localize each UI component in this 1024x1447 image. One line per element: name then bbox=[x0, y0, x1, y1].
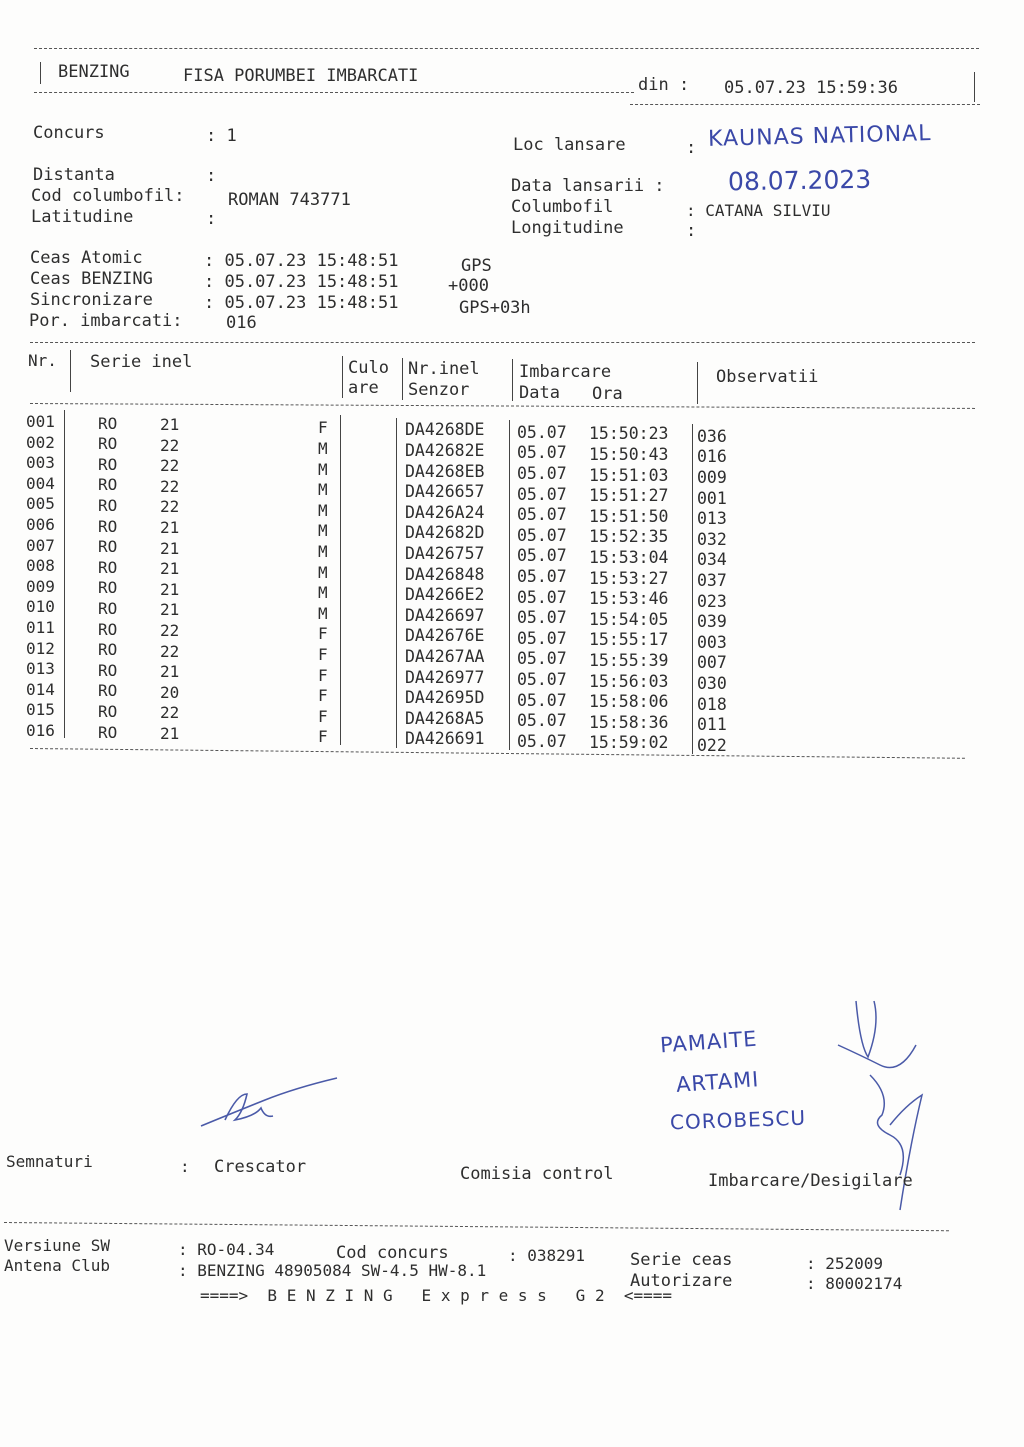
top-divider bbox=[34, 48, 979, 49]
cell-country: RO bbox=[98, 495, 118, 515]
cell-obs: 039 bbox=[697, 612, 727, 632]
cell-country: RO bbox=[98, 598, 118, 618]
cell-date: 05.07 bbox=[517, 649, 567, 669]
cell-obs: 003 bbox=[697, 632, 727, 652]
cell-obs: 032 bbox=[697, 529, 727, 549]
col-header-culoare-1: Culo bbox=[348, 358, 389, 378]
antena-club-value: : BENZING 48905084 SW-4.5 HW-8.1 bbox=[178, 1261, 487, 1280]
cell-time: 15:51:27 bbox=[589, 486, 669, 506]
cell-sex: F bbox=[318, 686, 328, 706]
versiune-sw-label: Versiune SW bbox=[4, 1236, 110, 1255]
cell-time: 15:58:06 bbox=[589, 692, 669, 712]
cell-country: RO bbox=[98, 619, 118, 639]
concurs-value: : 1 bbox=[206, 126, 237, 146]
cell-nr: 010 bbox=[26, 597, 55, 617]
cell-nr: 006 bbox=[26, 515, 55, 534]
cell-sensor: DA4268EB bbox=[405, 461, 485, 481]
col-separator bbox=[697, 362, 698, 404]
cell-year: 22 bbox=[160, 456, 180, 476]
cell-obs: 013 bbox=[697, 509, 727, 529]
commission-name-3: COROBESCU bbox=[669, 1105, 807, 1135]
cell-nr: 009 bbox=[26, 576, 55, 596]
ceas-benzing-suffix: +000 bbox=[448, 276, 489, 296]
header-divider bbox=[34, 92, 634, 93]
cell-time: 15:56:03 bbox=[589, 671, 669, 691]
cell-sex: F bbox=[318, 624, 328, 644]
cell-date: 05.07 bbox=[517, 628, 567, 648]
print-date-label: din : bbox=[638, 75, 690, 95]
cell-country: RO bbox=[98, 475, 118, 495]
cell-sensor: DA42695D bbox=[405, 688, 485, 708]
brand: BENZING bbox=[58, 62, 130, 82]
cod-columbofil-value: ROMAN 743771 bbox=[228, 190, 351, 210]
cell-date: 05.07 bbox=[517, 711, 567, 731]
cell-obs: 036 bbox=[697, 426, 727, 446]
cell-year: 21 bbox=[160, 538, 180, 558]
cell-country: RO bbox=[98, 537, 118, 557]
cell-time: 15:53:04 bbox=[589, 547, 669, 567]
cell-sensor: DA42676E bbox=[405, 626, 485, 646]
cell-date: 05.07 bbox=[517, 484, 567, 504]
cell-sensor: DA426657 bbox=[405, 482, 485, 502]
cell-sex: F bbox=[318, 727, 328, 747]
footer-divider bbox=[4, 1222, 949, 1231]
cell-time: 15:55:39 bbox=[589, 650, 669, 670]
cell-obs: 037 bbox=[697, 570, 727, 590]
cell-sensor: DA4266E2 bbox=[405, 585, 485, 605]
cell-country: RO bbox=[98, 516, 118, 536]
concurs-label: Concurs bbox=[33, 123, 105, 143]
print-date-value: 05.07.23 15:59:36 bbox=[724, 78, 898, 98]
semnaturi-colon: : bbox=[180, 1157, 190, 1176]
cell-sensor: DA4267AA bbox=[405, 646, 485, 666]
latitudine-value: : bbox=[206, 209, 217, 229]
cell-date: 05.07 bbox=[517, 567, 567, 586]
col-header-nr: Nr. bbox=[28, 351, 57, 370]
cell-sensor: DA426848 bbox=[405, 564, 485, 584]
ceas-benzing-value: : 05.07.23 15:48:51 bbox=[204, 272, 399, 292]
autorizare-label: Autorizare bbox=[630, 1271, 733, 1291]
cell-obs: 009 bbox=[697, 467, 727, 487]
cell-sensor: DA426691 bbox=[405, 729, 485, 749]
cell-time: 15:53:46 bbox=[589, 589, 669, 609]
cell-country: RO bbox=[98, 701, 118, 721]
col-header-sensor-1: Nr.inel bbox=[408, 359, 480, 379]
cell-date: 05.07 bbox=[517, 731, 567, 751]
cell-nr: 003 bbox=[26, 453, 55, 473]
cell-sex: M bbox=[318, 500, 328, 520]
cell-country: RO bbox=[98, 578, 118, 598]
distanta-value: : bbox=[206, 166, 217, 186]
crescator-label: Crescator bbox=[214, 1157, 307, 1177]
columbofil-value: : CATANA SILVIU bbox=[686, 201, 831, 220]
imbarcare-desigilare-label: Imbarcare/Desigilare bbox=[708, 1171, 913, 1191]
sincronizare-suffix: GPS+03h bbox=[459, 298, 531, 318]
cell-year: 21 bbox=[160, 414, 180, 434]
cell-nr: 012 bbox=[26, 638, 55, 658]
cell-obs: 022 bbox=[697, 735, 727, 755]
cell-year: 22 bbox=[160, 641, 180, 661]
loc-lansare-label: Loc lansare bbox=[513, 135, 626, 155]
sincronizare-value: : 05.07.23 15:48:51 bbox=[204, 293, 399, 313]
cell-nr: 016 bbox=[26, 721, 55, 740]
cell-time: 15:50:23 bbox=[589, 424, 669, 444]
col-header-culoare-2: are bbox=[348, 378, 379, 398]
cell-time: 15:54:05 bbox=[589, 609, 669, 629]
cell-sex: M bbox=[318, 562, 328, 582]
cell-year: 22 bbox=[160, 476, 180, 496]
cell-sensor: DA4268DE bbox=[405, 420, 485, 440]
col-separator bbox=[70, 350, 71, 392]
cell-obs: 023 bbox=[697, 591, 727, 611]
cell-country: RO bbox=[98, 681, 118, 701]
cell-time: 15:59:02 bbox=[589, 733, 669, 753]
cell-nr: 004 bbox=[26, 473, 55, 493]
cell-date: 05.07 bbox=[517, 422, 567, 442]
cell-country: RO bbox=[98, 660, 118, 680]
cell-sensor: DA4268A5 bbox=[405, 708, 485, 728]
table-top-divider bbox=[30, 342, 975, 343]
col-separator bbox=[402, 358, 403, 400]
cell-nr: 005 bbox=[26, 494, 55, 514]
antena-club-label: Antena Club bbox=[4, 1256, 110, 1275]
autorizare-value: : 80002174 bbox=[806, 1274, 903, 1293]
cod-concurs-label: Cod concurs bbox=[336, 1243, 449, 1263]
cell-sex: F bbox=[318, 706, 328, 726]
cell-time: 15:58:36 bbox=[589, 712, 669, 732]
cell-year: 22 bbox=[160, 497, 180, 517]
cell-date: 05.07 bbox=[517, 587, 567, 607]
cell-country: RO bbox=[98, 413, 118, 433]
cell-sensor: DA426A24 bbox=[405, 502, 485, 522]
cell-time: 15:51:03 bbox=[589, 465, 669, 485]
cell-year: 21 bbox=[160, 723, 180, 743]
comisia-control-label: Comisia control bbox=[460, 1164, 614, 1184]
col-header-sensor-2: Senzor bbox=[408, 380, 470, 400]
latitudine-label: Latitudine bbox=[31, 207, 134, 227]
cell-time: 15:52:35 bbox=[589, 527, 669, 547]
porumbei-imbarcati-value: 016 bbox=[226, 313, 257, 333]
cell-year: 20 bbox=[160, 682, 180, 702]
cell-time: 15:50:43 bbox=[589, 444, 669, 464]
cell-obs: 030 bbox=[697, 673, 727, 693]
distanta-label: Distanta bbox=[33, 165, 115, 185]
longitudine-label: Longitudine bbox=[511, 218, 624, 238]
cell-sex: M bbox=[318, 459, 328, 479]
cell-nr: 011 bbox=[26, 618, 55, 637]
cell-sex: M bbox=[318, 542, 328, 562]
ceas-atomic-value: : 05.07.23 15:48:51 bbox=[204, 251, 399, 271]
cell-year: 22 bbox=[160, 620, 180, 640]
cell-time: 15:53:27 bbox=[589, 568, 669, 588]
crescator-signature-icon bbox=[195, 1072, 345, 1132]
ceas-atomic-suffix: GPS bbox=[461, 256, 492, 276]
cell-country: RO bbox=[98, 557, 118, 577]
cell-sex: M bbox=[318, 603, 328, 623]
col-separator bbox=[692, 424, 693, 754]
col-header-data: Data bbox=[519, 383, 560, 403]
cell-country: RO bbox=[98, 434, 118, 454]
header-left-border bbox=[40, 62, 41, 84]
cell-year: 21 bbox=[160, 600, 180, 620]
cell-country: RO bbox=[98, 454, 118, 474]
longitudine-value: : bbox=[686, 221, 697, 241]
benzing-express-banner: ====> B E N Z I N G E x p r e s s G 2 <==== bbox=[200, 1286, 673, 1305]
cell-country: RO bbox=[98, 722, 118, 742]
ceas-benzing-label: Ceas BENZING bbox=[30, 269, 153, 289]
ceas-atomic-label: Ceas Atomic bbox=[30, 248, 143, 268]
cell-obs: 011 bbox=[697, 715, 727, 735]
cell-sex: M bbox=[318, 439, 328, 459]
commission-name-1: PAMAITE bbox=[659, 1026, 759, 1058]
header-right-border bbox=[974, 72, 975, 102]
cell-sex: F bbox=[318, 645, 328, 665]
cell-nr: 014 bbox=[26, 679, 55, 699]
table-bottom-divider bbox=[30, 748, 965, 759]
cell-year: 21 bbox=[160, 559, 180, 579]
serie-ceas-value: : 252009 bbox=[806, 1254, 884, 1273]
col-separator bbox=[340, 415, 341, 745]
cell-date: 05.07 bbox=[517, 443, 567, 463]
data-lansarii-handwritten: 08.07.2023 bbox=[727, 164, 872, 197]
cod-concurs-value: : 038291 bbox=[508, 1246, 586, 1265]
cell-year: 22 bbox=[160, 435, 180, 455]
cell-sensor: DA42682E bbox=[405, 440, 485, 460]
col-separator bbox=[396, 418, 397, 748]
table-header-divider bbox=[30, 403, 975, 409]
header-divider-right bbox=[630, 104, 980, 105]
col-separator bbox=[509, 420, 510, 750]
cell-obs: 034 bbox=[697, 550, 727, 570]
cell-country: RO bbox=[98, 640, 118, 660]
cell-sensor: DA42682D bbox=[405, 523, 485, 543]
cell-date: 05.07 bbox=[517, 546, 567, 566]
cell-year: 21 bbox=[160, 579, 180, 599]
cod-columbofil-label: Cod columbofil: bbox=[31, 186, 185, 206]
cell-sex: F bbox=[318, 665, 328, 685]
cell-sensor: DA426977 bbox=[405, 667, 485, 687]
cell-nr: 015 bbox=[26, 700, 55, 720]
cell-date: 05.07 bbox=[517, 505, 567, 525]
cell-nr: 007 bbox=[26, 535, 55, 555]
sincronizare-label: Sincronizare bbox=[30, 290, 153, 310]
serie-ceas-label: Serie ceas bbox=[630, 1250, 733, 1270]
cell-year: 21 bbox=[160, 517, 180, 537]
cell-date: 05.07 bbox=[517, 670, 567, 689]
cell-date: 05.07 bbox=[517, 690, 567, 710]
cell-sex: M bbox=[318, 521, 328, 541]
loc-lansare-handwritten: KAUNAS NATIONAL bbox=[707, 121, 932, 152]
cell-date: 05.07 bbox=[517, 464, 567, 483]
cell-obs: 016 bbox=[697, 447, 727, 467]
cell-year: 21 bbox=[160, 662, 180, 682]
cell-obs: 001 bbox=[697, 488, 727, 508]
col-separator bbox=[342, 356, 343, 398]
loc-lansare-colon: : bbox=[686, 138, 697, 158]
col-separator bbox=[512, 359, 513, 401]
cell-sex: M bbox=[318, 480, 328, 500]
cell-date: 05.07 bbox=[517, 608, 567, 628]
cell-sensor: DA426757 bbox=[405, 543, 485, 563]
cell-time: 15:51:50 bbox=[589, 506, 669, 526]
cell-nr: 002 bbox=[26, 432, 55, 452]
cell-year: 22 bbox=[160, 703, 180, 723]
document-title: FISA PORUMBEI IMBARCATI bbox=[183, 66, 419, 86]
col-header-serie: Serie inel bbox=[90, 352, 193, 372]
commission-name-2: ARTAMI bbox=[675, 1067, 761, 1097]
porumbei-imbarcati-label: Por. imbarcati: bbox=[29, 311, 183, 331]
cell-nr: 013 bbox=[26, 659, 55, 679]
cell-sex: F bbox=[318, 418, 328, 438]
cell-sex: M bbox=[318, 583, 328, 603]
versiune-sw-value: : RO-04.34 bbox=[178, 1240, 275, 1259]
cell-obs: 018 bbox=[697, 694, 727, 714]
cell-nr: 008 bbox=[26, 556, 55, 576]
col-separator bbox=[64, 410, 65, 738]
cell-date: 05.07 bbox=[517, 525, 567, 545]
columbofil-label: Columbofil bbox=[511, 197, 614, 217]
col-header-imbarcare: Imbarcare bbox=[519, 362, 612, 382]
cell-nr: 001 bbox=[26, 412, 55, 431]
col-header-ora: Ora bbox=[592, 384, 623, 404]
cell-time: 15:55:17 bbox=[589, 630, 669, 650]
cell-sensor: DA426697 bbox=[405, 605, 485, 625]
col-header-observatii: Observatii bbox=[716, 367, 819, 387]
cell-obs: 007 bbox=[697, 653, 727, 673]
data-lansarii-label: Data lansarii : bbox=[511, 176, 665, 196]
semnaturi-label: Semnaturi bbox=[6, 1152, 93, 1171]
